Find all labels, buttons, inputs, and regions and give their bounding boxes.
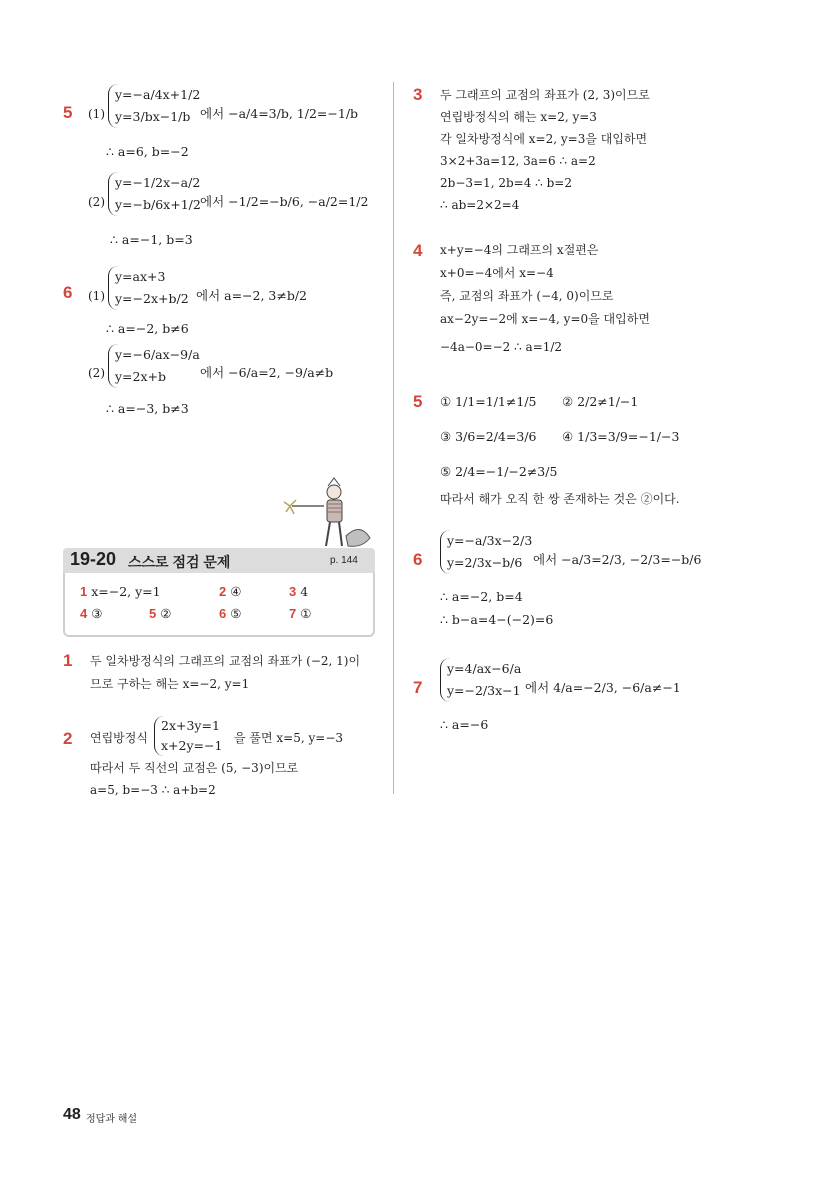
solution-4-number: 4 <box>413 241 423 260</box>
equation: y=−a/3x−2/3 <box>447 533 533 548</box>
solution-6-result: ∴ b−a=4−(−2)=6 <box>440 612 554 627</box>
equation: y=−2x+b/2 <box>115 291 189 306</box>
solution-7-system <box>440 658 521 702</box>
solution-7-result: ∴ a=−6 <box>440 717 489 732</box>
solution-4-line: 즉, 교점의 좌표가 (−4, 0)이므로 <box>440 289 614 303</box>
solution-2-line: 따라서 두 직선의 교점은 (5, −3)이므로 <box>90 761 299 775</box>
option: ② 2/2≠1/−1 <box>562 394 639 409</box>
equation: y=2/3x−b/6 <box>447 555 523 570</box>
solution-3-line: 두 그래프의 교점의 좌표가 (2, 3)이므로 <box>440 88 650 102</box>
equation: y=−a/4x+1/2 <box>115 87 201 102</box>
solution-7-condition: 에서 4/a=−2/3, −6/a≠−1 <box>525 680 681 695</box>
solution-2-line: a=5, b=−3 ∴ a+b=2 <box>90 783 216 797</box>
solution-5-conclusion: 따라서 해가 오직 한 쌍 존재하는 것은 ②이다. <box>440 492 680 506</box>
solution-1-line: 두 일차방정식의 그래프의 교점의 좌표가 (−2, 1)이 <box>90 654 361 668</box>
solution-3-number: 3 <box>413 85 423 104</box>
solution-4-line: x+0=−4에서 x=−4 <box>440 266 554 280</box>
footer-label: 정답과 해설 <box>86 1114 138 1125</box>
equation: y=−b/6x+1/2 <box>115 197 201 212</box>
equation: y=−1/2x−a/2 <box>115 175 201 190</box>
answer-item: 5 ② <box>149 606 172 621</box>
q5-part2-condition: 에서 −1/2=−b/6, −a/2=1/2 <box>200 194 369 209</box>
equation: y=4/ax−6/a <box>447 661 522 676</box>
answer-box <box>63 573 375 637</box>
problem-6-number: 6 <box>63 283 73 302</box>
equation: y=−2/3x−1 <box>447 683 521 698</box>
solution-6-result: ∴ a=−2, b=4 <box>440 589 523 604</box>
option: ① 1/1=1/1≠1/5 <box>440 394 537 409</box>
answer-item: 3 4 <box>289 584 309 599</box>
equation: y=−6/ax−9/a <box>115 347 200 362</box>
section-code: 19-20 <box>70 549 117 569</box>
q5-part2-system <box>108 172 201 216</box>
equation: x+2y=−1 <box>161 738 223 753</box>
solution-2-suffix: 을 풀면 x=5, y=−3 <box>234 731 344 745</box>
solution-4-line: ax−2y=−2에 x=−4, y=0을 대입하면 <box>440 312 650 326</box>
q6-part2-condition: 에서 −6/a=2, −9/a≠b <box>200 365 334 380</box>
equation: y=3/bx−1/b <box>115 109 191 124</box>
equation: y=ax+3 <box>115 269 166 284</box>
solution-4-line: −4a−0=−2 ∴ a=1/2 <box>440 340 563 354</box>
answer-item: 2 ④ <box>219 584 242 599</box>
q5-part1-result: ∴ a=6, b=−2 <box>106 144 189 159</box>
solution-3-line: 각 일차방정식에 x=2, y=3을 대입하면 <box>440 132 648 146</box>
solution-1-number: 1 <box>63 651 73 670</box>
column-divider <box>393 82 394 794</box>
q5-part1-label: (1) <box>88 107 105 121</box>
answer-item: 1 x=−2, y=1 <box>80 584 161 599</box>
q6-part1-condition: 에서 a=−2, 3≠b/2 <box>196 288 308 303</box>
solution-2-system <box>154 716 222 756</box>
solution-2-number: 2 <box>63 729 73 748</box>
answer-item: 7 ① <box>289 606 312 621</box>
solution-1-line: 므로 구하는 해는 x=−2, y=1 <box>90 677 250 691</box>
q6-part1-label: (1) <box>88 289 105 303</box>
q6-part2-system <box>108 344 200 388</box>
option: ⑤ 2/4=−1/−2≠3/5 <box>440 464 558 479</box>
girl-with-wand-illustration <box>282 476 377 550</box>
solution-7-number: 7 <box>413 678 423 697</box>
q5-part2-result: ∴ a=−1, b=3 <box>110 232 193 247</box>
q6-part2-result: ∴ a=−3, b≠3 <box>106 401 189 416</box>
solution-6-system <box>440 530 532 574</box>
solution-6-condition: 에서 −a/3=2/3, −2/3=−b/6 <box>533 552 702 567</box>
equation: y=2x+b <box>115 369 167 384</box>
option: ④ 1/3=3/9=−1/−3 <box>562 429 680 444</box>
answer-item: 4 ③ <box>80 606 103 621</box>
q5-part2-label: (2) <box>88 195 105 209</box>
q6-part1-system <box>108 266 189 310</box>
page-number: 48 <box>63 1106 81 1123</box>
equation: 2x+3y=1 <box>161 718 220 733</box>
solution-6-number: 6 <box>413 550 423 569</box>
q6-part1-result: ∴ a=−2, b≠6 <box>106 321 189 336</box>
section-title: 스스로 점검 문제 <box>128 554 231 570</box>
solution-3-line: 연립방정식의 해는 x=2, y=3 <box>440 110 597 124</box>
q5-part1-system <box>108 84 200 128</box>
q6-part2-label: (2) <box>88 366 105 380</box>
solution-3-line: ∴ ab=2×2=4 <box>440 198 520 212</box>
solution-3-line: 2b−3=1, 2b=4 ∴ b=2 <box>440 176 572 190</box>
q5-part1-condition: 에서 −a/4=3/b, 1/2=−1/b <box>200 106 359 121</box>
solution-4-line: x+y=−4의 그래프의 x절편은 <box>440 243 599 257</box>
solution-3-line: 3×2+3a=12, 3a=6 ∴ a=2 <box>440 154 596 168</box>
page-reference: p. 144 <box>330 555 358 566</box>
solution-2-prefix: 연립방정식 <box>90 731 148 745</box>
problem-5-number: 5 <box>63 103 73 122</box>
option: ③ 3/6=2/4=3/6 <box>440 429 537 444</box>
answer-item: 6 ⑤ <box>219 606 242 621</box>
solution-5-number: 5 <box>413 392 423 411</box>
